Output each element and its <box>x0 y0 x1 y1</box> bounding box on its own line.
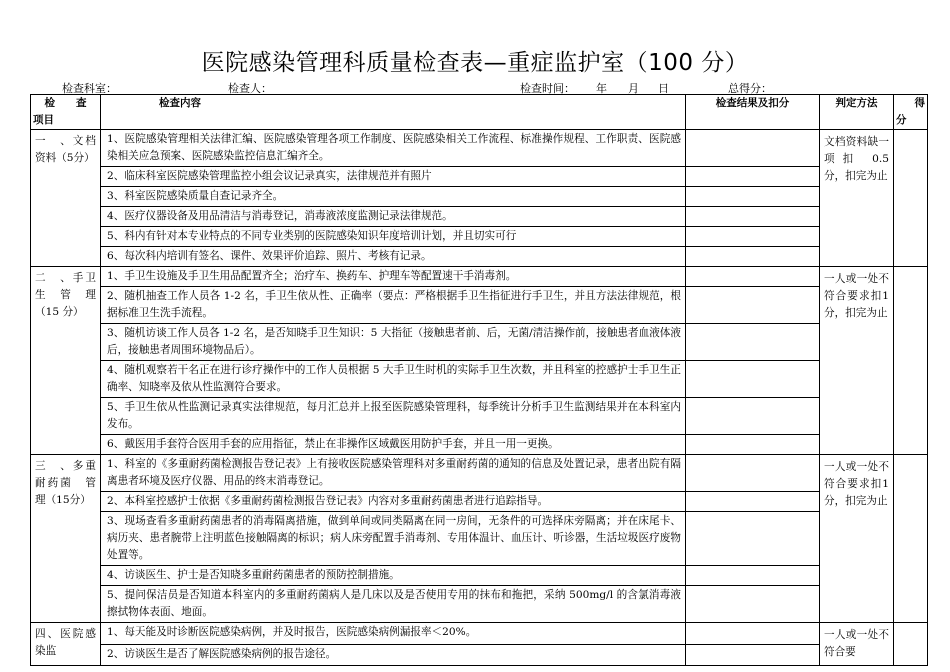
score-cell[interactable] <box>894 455 928 623</box>
table-row <box>31 586 928 623</box>
header-project: 检 查 项目 <box>31 95 101 130</box>
result-cell[interactable] <box>686 435 820 455</box>
result-cell[interactable] <box>686 227 820 247</box>
table-header-row <box>31 95 928 130</box>
check-item: 6、每次科内培训有签名、课件、效果评价追踪、照片、考核有记录。 <box>101 247 686 267</box>
check-item: 3、现场查看多重耐药菌患者的消毒隔离措施，做到单间或同类隔离在同一房间，无条件的可选择床旁隔离；并在床尾卡、病历夹、患者腕带上注明蓝色接触隔离的标识；病人床旁配置手消毒剂、专用体温计、血压计、听诊器，生活垃圾医疗废物处置等。 <box>101 512 686 566</box>
section-category: 一 、文档资料（5分） <box>31 130 101 267</box>
month-label: 月 <box>628 82 639 95</box>
section-category: 四、医院感染监 <box>31 623 101 666</box>
check-item: 6、戴医用手套符合医用手套的应用指征，禁止在非操作区域戴医用防护手套，并且一用一更换。 <box>101 435 686 455</box>
table-row <box>31 644 928 666</box>
table-row <box>31 398 928 435</box>
table-row <box>31 324 928 361</box>
table-row <box>31 187 928 207</box>
header-method: 判定方法 <box>820 95 894 130</box>
judge-method: 一人或一处不符合要求扣1分，扣完为止 <box>820 267 894 455</box>
table-row <box>31 247 928 267</box>
total-score-label: 总得分： <box>728 82 772 95</box>
result-cell[interactable] <box>686 267 820 287</box>
check-item: 5、手卫生依从性监测记录真实法律规范，每月汇总并上报至医院感染管理科，每季统计分析手卫生监测结果并在本科室内发布。 <box>101 398 686 435</box>
result-cell[interactable] <box>686 187 820 207</box>
section-category: 二 、手卫生管理 （15 分） <box>31 267 101 455</box>
result-cell[interactable] <box>686 512 820 566</box>
table-row <box>31 207 928 227</box>
result-cell[interactable] <box>686 167 820 187</box>
result-cell[interactable] <box>686 324 820 361</box>
check-item: 2、随机抽查工作人员各 1-2 名，手卫生依从性、正确率（要点：严格根据手卫生指征进行手卫生，并且方法法律规范，根据标准卫生洗手流程。 <box>101 287 686 324</box>
header-content: 检查内容 <box>101 95 686 130</box>
inspection-table <box>30 94 928 666</box>
check-item: 2、临床科室医院感染管理监控小组会议记录真实，法律规范并有照片 <box>101 167 686 187</box>
result-cell[interactable] <box>686 644 820 666</box>
table-row <box>31 623 928 645</box>
section-category: 三 、多重耐药菌 管 理（15分） <box>31 455 101 623</box>
day-label: 日 <box>658 82 669 95</box>
table-row <box>31 435 928 455</box>
check-item: 5、科内有针对本专业特点的不同专业类别的医院感染知识年度培训计划，并且切实可行 <box>101 227 686 247</box>
table-row <box>31 566 928 586</box>
check-item: 3、科室医院感染质量自查记录齐全。 <box>101 187 686 207</box>
table-row <box>31 227 928 247</box>
table-row <box>31 287 928 324</box>
score-cell[interactable] <box>894 267 928 455</box>
result-cell[interactable] <box>686 586 820 623</box>
dept-label: 检查科室： <box>62 82 117 95</box>
check-item: 1、每天能及时诊断医院感染病例，并及时报告，医院感染病例漏报率＜20%。 <box>101 623 686 645</box>
page-title: 医院感染管理科质量检查表—重症监护室（100 分） <box>201 50 749 76</box>
check-item: 4、访谈医生、护士是否知晓多重耐药菌患者的预防控制措施。 <box>101 566 686 586</box>
result-cell[interactable] <box>686 361 820 398</box>
table-row <box>31 492 928 512</box>
result-cell[interactable] <box>686 247 820 267</box>
result-cell[interactable] <box>686 455 820 492</box>
result-cell[interactable] <box>686 492 820 512</box>
result-cell[interactable] <box>686 623 820 645</box>
table-row <box>31 130 928 167</box>
time-label: 检查时间： <box>520 82 575 95</box>
result-cell[interactable] <box>686 287 820 324</box>
table-row <box>31 361 928 398</box>
result-cell[interactable] <box>686 130 820 167</box>
header-score: 得 分 <box>894 95 928 130</box>
result-cell[interactable] <box>686 566 820 586</box>
check-item: 4、随机观察若干名正在进行诊疗操作中的工作人员根据 5 大手卫生时机的实际手卫生次数，并且科室的控感护士手卫生正确率、知晓率及依从性监测符合要求。 <box>101 361 686 398</box>
check-item: 2、访谈医生是否了解医院感染病例的报告途径。 <box>101 644 686 666</box>
check-item: 3、随机访谈工作人员各 1-2 名，是否知晓手卫生知识：5 大指征（接触患者前、后，无菌/清洁操作前，接触患者血液体液后，接触患者周围环境物品后）。 <box>101 324 686 361</box>
score-cell[interactable] <box>894 130 928 267</box>
table-row <box>31 267 928 287</box>
score-cell[interactable] <box>894 623 928 666</box>
table-row <box>31 512 928 566</box>
table-row <box>31 455 928 492</box>
year-label: 年 <box>596 82 607 95</box>
check-item: 4、医疗仪器设备及用品清洁与消毒登记，消毒液浓度监测记录法律规范。 <box>101 207 686 227</box>
result-cell[interactable] <box>686 398 820 435</box>
check-item: 2、本科室控感护士依据《多重耐药菌检测报告登记表》内容对多重耐药菌患者进行追踪指导。 <box>101 492 686 512</box>
result-cell[interactable] <box>686 207 820 227</box>
check-item: 1、医院感染管理相关法律汇编、医院感染管理各项工作制度、医院感染相关工作流程、标准操作规程、工作职责、医院感染相关应急预案、医院感染监控信息汇编齐全。 <box>101 130 686 167</box>
judge-method: 一人或一处不符合要求扣1分，扣完为止 <box>820 455 894 623</box>
judge-method: 文档资料缺一项扣 0.5 分，扣完为止 <box>820 130 894 267</box>
check-item: 1、科室的《多重耐药菌检测报告登记表》上有接收医院感染管理科对多重耐药菌的通知的信息及处置记录，患者出院有隔离患者环境及医疗仪器、用品的终末消毒登记。 <box>101 455 686 492</box>
judge-method: 一人或一处不符合要 <box>820 623 894 666</box>
table-row <box>31 167 928 187</box>
check-item: 5、提问保洁员是否知道本科室内的多重耐药菌病人是几床以及是否使用专用的抹布和拖把，采纳 500mg/l 的含氯消毒液擦拭物体表面、地面。 <box>101 586 686 623</box>
inspector-label: 检查人： <box>228 82 272 95</box>
header-result: 检查结果及扣分 <box>686 95 820 130</box>
check-item: 1、手卫生设施及手卫生用品配置齐全；治疗车、换药车、护理车等配置速干手消毒剂。 <box>101 267 686 287</box>
